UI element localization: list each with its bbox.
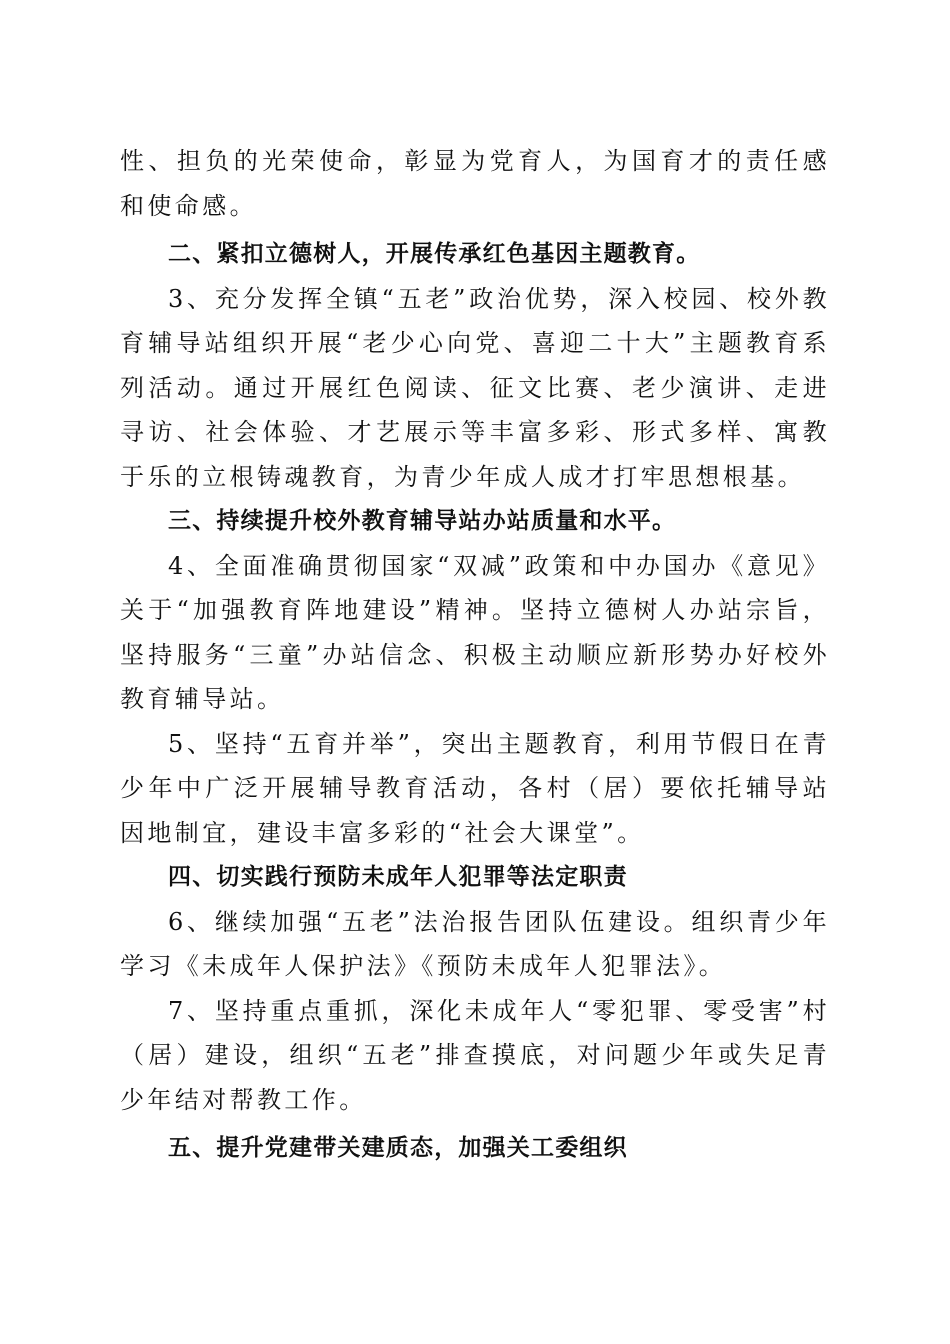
section-heading-3: 三、持续提升校外教育辅导站办站质量和水平。 [168, 508, 677, 534]
paragraph-item-5: 5、坚持“五育并举”，突出主题教育，利用节假日在青少年中广泛开展辅导教育活动，各村（居）要依托辅导站因地制宜，建设丰富多彩的“社会大课堂”。 [120, 729, 830, 847]
section-heading-5: 五、提升党建带关建质态，加强关工委组织 [168, 1135, 628, 1161]
paragraph-item-6: 6、继续加强“五老”法治报告团队伍建设。组织青少年学习《未成年人保护法》《预防未成年人犯罪法》。 [120, 907, 830, 980]
paragraph-item-7: 7、坚持重点重抓，深化未成年人“零犯罪、零受害”村（居）建设，组织“五老”排查摸底，对问题少年或失足青少年结对帮教工作。 [120, 996, 830, 1114]
document-page [120, 139, 830, 1171]
paragraph-continuation: 性、担负的光荣使命，彰显为党育人，为国育才的责任感和使命感。 [120, 147, 830, 220]
paragraph-item-4: 4、全面准确贯彻国家“双减”政策和中办国办《意见》关于“加强教育阵地建设”精神。坚持立德树人办站宗旨，坚持服务“三童”办站信念、积极主动顺应新形势办好校外教育辅导站。 [120, 551, 830, 713]
section-heading-2: 二、紧扣立德树人，开展传承红色基因主题教育。 [168, 241, 701, 267]
paragraph-item-3: 3、充分发挥全镇“五老”政治优势，深入校园、校外教育辅导站组织开展“老少心向党、喜迎二十大”主题教育系列活动。通过开展红色阅读、征文比赛、老少演讲、走进寻访、社会体验、才艺展示等丰富多彩、形式多样、寓教于乐的立根铸魂教育，为青少年成人成才打牢思想根基。 [120, 284, 830, 491]
section-heading-4: 四、切实践行预防未成年人犯罪等法定职责 [168, 864, 628, 890]
